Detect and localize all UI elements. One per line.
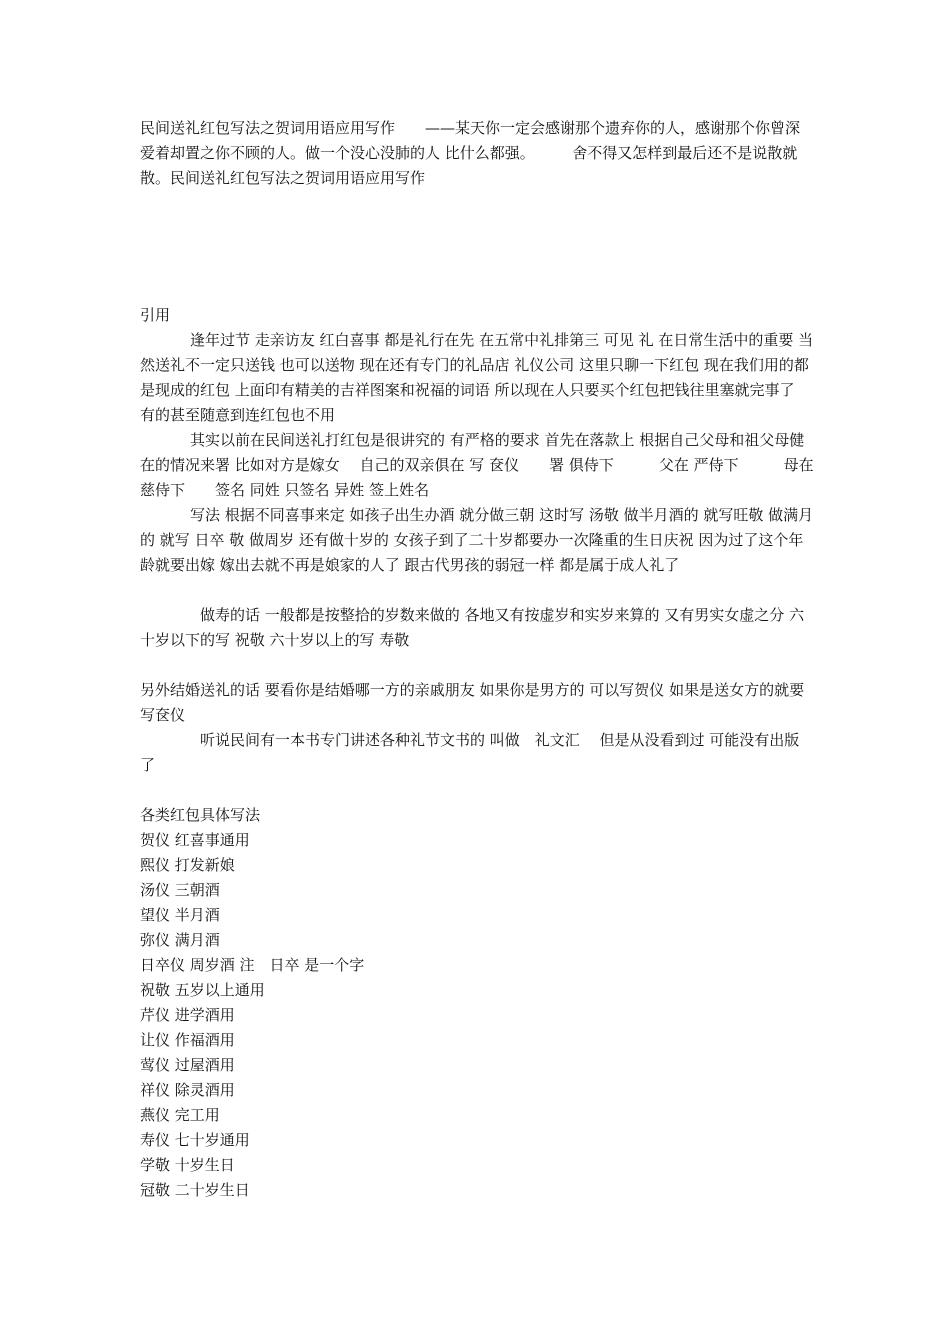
paragraph-5: 另外结婚送礼的话 要看你是结婚哪一方的亲戚朋友 如果你是男方的 可以写贺仪 如果是送女方的就要写奁仪 — [140, 681, 805, 724]
paragraph-6: 听说民间有一本书专门讲述各种礼节文书的 叫做 礼文汇 但是从没看到过 可能没有出版了 — [140, 731, 800, 774]
document-page — [140, 116, 814, 1203]
paragraph-1: 逢年过节 走亲访友 红白喜事 都是礼行在先 在五常中礼排第三 可见 礼 在日常生活中的重要 当然送礼不一定只送钱 也可以送物 现在还有专门的礼品店 礼仪公司 这里只聊一下红包 现在我们用的都是现成的红包 上面印有精美的吉祥图案和祝福的词语 所以现在人只要买个红包把钱往里塞就完事了 有的甚至随意到连红包也不用 — [140, 331, 814, 424]
list-item: 汤仪 三朝酒 — [140, 881, 220, 899]
paragraph-3: 写法 根据不同喜事来定 如孩子出生办酒 就分做三朝 这时写 汤敬 做半月酒的 就写旺敬 做满月的 就写 日卒 敬 做周岁 还有做十岁的 女孩子到了二十岁都要办一次隆重的生日庆祝 因为过了这个年龄就要出嫁 嫁出去就不再是娘家的人了 跟古代男孩的弱冠一样 都是属于成人礼了 — [140, 506, 814, 574]
paragraph-2: 其实以前在民间送礼打红包是很讲究的 有严格的要求 首先在落款上 根据自己父母和祖父母健在的情况来署 比如对方是嫁女 自己的双亲俱在 写 奁仪 署 俱侍下 父在 严侍下 母在 慈侍下 签名 同姓 只签名 异姓 签上姓名 — [140, 431, 814, 499]
list-item: 望仪 半月酒 — [140, 906, 220, 924]
list-item: 弥仪 满月酒 — [140, 931, 220, 949]
list-item: 让仪 作福酒用 — [140, 1031, 235, 1049]
list-item: 贺仪 红喜事通用 — [140, 831, 250, 849]
list-item: 芹仪 进学酒用 — [140, 1006, 235, 1024]
list-item: 寿仪 七十岁通用 — [140, 1131, 250, 1149]
list-item: 冠敬 二十岁生日 — [140, 1181, 250, 1199]
list-item: 日卒仪 周岁酒 注 日卒 是一个字 — [140, 956, 365, 974]
list-item: 祝敬 五岁以上通用 — [140, 981, 265, 999]
paragraph-4: 做寿的话 一般都是按整拾的岁数来做的 各地又有按虚岁和实岁来算的 又有男实女虚之分 六十岁以下的写 祝敬 六十岁以上的写 寿敬 — [140, 606, 805, 649]
quote-label: 引用 — [140, 306, 171, 324]
list-item: 学敬 十岁生日 — [140, 1156, 235, 1174]
list-item: 莺仪 过屋酒用 — [140, 1056, 235, 1074]
list-item: 燕仪 完工用 — [140, 1106, 220, 1124]
list-item: 熙仪 打发新娘 — [140, 856, 235, 874]
list-title: 各类红包具体写法 — [140, 806, 261, 824]
red-envelope-list — [140, 803, 814, 1203]
intro-paragraph: 民间送礼红包写法之贺词用语应用写作 ——某天你一定会感谢那个遗弃你的人，感谢那个你曾深爱着却置之你不顾的人。做一个没心没肺的人 比什么都强。 舍不得又怎样到最后还不是说散就散。民间送礼红包写法之贺词用语应用写作 — [140, 119, 801, 187]
list-item: 祥仪 除灵酒用 — [140, 1081, 235, 1099]
